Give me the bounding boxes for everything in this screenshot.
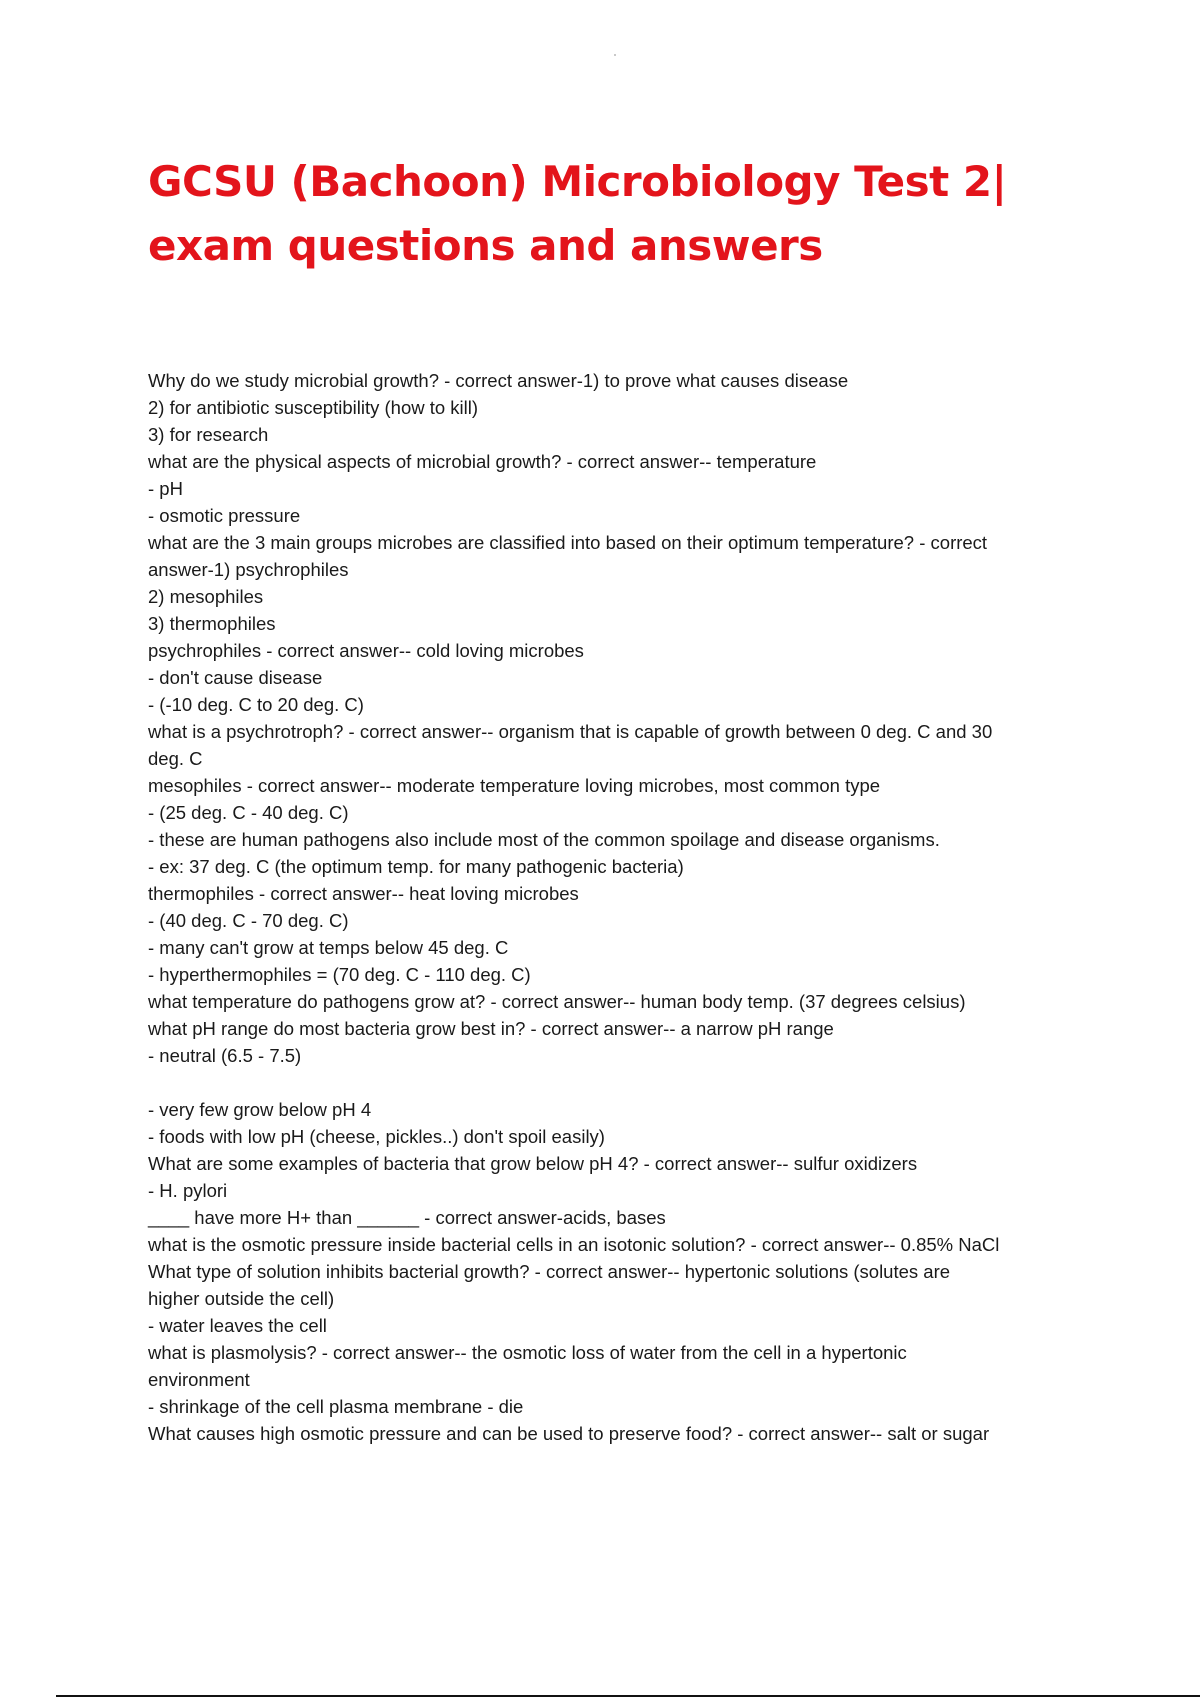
text-line: What are some examples of bacteria that grow below pH 4? - correct answer-- sulfur oxidizers — [148, 1153, 918, 1174]
text-line: - pH — [148, 478, 183, 499]
text-line: What causes high osmotic pressure and can be used to preserve food? - correct answer-- salt or sugar — [148, 1423, 990, 1444]
text-line: - water leaves the cell — [148, 1315, 327, 1336]
text-line: 2) for antibiotic susceptibility (how to kill) — [148, 397, 479, 418]
text-line: - (25 deg. C - 40 deg. C) — [148, 802, 349, 823]
text-line: higher outside the cell) — [148, 1288, 335, 1309]
text-line: what are the 3 main groups microbes are classified into based on their optimum temperature? - correct — [148, 532, 988, 553]
text-line: - these are human pathogens also include most of the common spoilage and disease organisms. — [148, 829, 940, 850]
page-bottom-rule — [56, 1695, 1200, 1697]
text-line: What type of solution inhibits bacterial growth? - correct answer-- hypertonic solutions (solutes are — [148, 1261, 951, 1282]
text-line: - ex: 37 deg. C (the optimum temp. for many pathogenic bacteria) — [148, 856, 684, 877]
text-line: environment — [148, 1369, 250, 1390]
text-line: - (40 deg. C - 70 deg. C) — [148, 910, 349, 931]
text-line: answer-1) psychrophiles — [148, 559, 349, 580]
text-line: - shrinkage of the cell plasma membrane - die — [148, 1396, 524, 1417]
text-line: - don't cause disease — [148, 667, 323, 688]
scan-speck — [614, 54, 616, 56]
text-line: 3) for research — [148, 424, 269, 445]
text-line: Why do we study microbial growth? - correct answer-1) to prove what causes disease — [148, 370, 849, 391]
text-line: - neutral (6.5 - 7.5) — [148, 1045, 302, 1066]
text-line: 3) thermophiles — [148, 613, 276, 634]
text-line: - (-10 deg. C to 20 deg. C) — [148, 694, 364, 715]
title-line-1: GCSU (Bachoon) Microbiology Test 2| — [148, 157, 1007, 206]
text-line: what is the osmotic pressure inside bacterial cells in an isotonic solution? - correct answer-- 0.85% NaCl — [148, 1234, 1000, 1255]
text-line: what are the physical aspects of microbial growth? - correct answer-- temperature — [148, 451, 817, 472]
text-line: what pH range do most bacteria grow best in? - correct answer-- a narrow pH range — [148, 1018, 834, 1039]
text-line: what temperature do pathogens grow at? - correct answer-- human body temp. (37 degrees celsius) — [148, 991, 966, 1012]
document-title — [148, 150, 1108, 278]
text-line: deg. C — [148, 748, 203, 769]
text-line: psychrophiles - correct answer-- cold loving microbes — [148, 640, 584, 661]
text-line: - hyperthermophiles = (70 deg. C - 110 deg. C) — [148, 964, 531, 985]
document-body — [148, 367, 1108, 1447]
text-line: - osmotic pressure — [148, 505, 301, 526]
text-line: what is plasmolysis? - correct answer-- the osmotic loss of water from the cell in a hypertonic — [148, 1342, 907, 1363]
title-line-2: exam questions and answers — [148, 221, 823, 270]
text-line: thermophiles - correct answer-- heat loving microbes — [148, 883, 579, 904]
text-line: - very few grow below pH 4 — [148, 1099, 372, 1120]
text-line: - many can't grow at temps below 45 deg. C — [148, 937, 509, 958]
blank-line — [148, 1069, 1108, 1096]
text-line: - H. pylori — [148, 1180, 228, 1201]
text-line: what is a psychrotroph? - correct answer-- organism that is capable of growth between 0 deg. C and 30 — [148, 721, 993, 742]
text-line: mesophiles - correct answer-- moderate temperature loving microbes, most common type — [148, 775, 881, 796]
text-line: ____ have more H+ than ______ - correct answer-acids, bases — [148, 1207, 666, 1228]
text-line: 2) mesophiles — [148, 586, 264, 607]
text-line: - foods with low pH (cheese, pickles..) don't spoil easily) — [148, 1126, 605, 1147]
